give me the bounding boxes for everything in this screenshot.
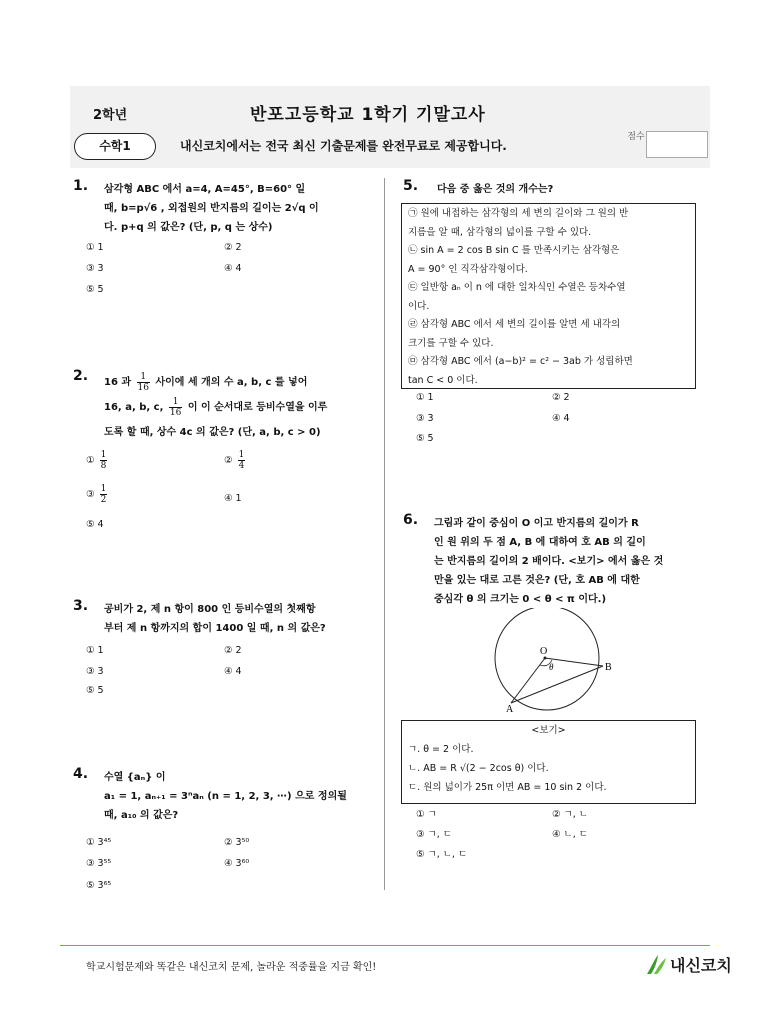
- q4-choice-4[interactable]: ④ 3⁶⁰: [224, 858, 250, 869]
- figure-radius-ob: [545, 658, 603, 666]
- q5-statement-box: [401, 203, 696, 389]
- q2-text: [104, 370, 379, 445]
- q2-choice-5[interactable]: ⑤ 4: [86, 519, 104, 530]
- q2-choice-1[interactable]: ① $\frac{1}{8}$: [86, 450, 107, 471]
- figure-label-o: O: [540, 646, 548, 657]
- q3-number: 3.: [73, 598, 89, 614]
- figure-label-theta: θ: [549, 662, 554, 672]
- q2-line3: 도록 할 때, 상수 4c 의 값은? (단, a, b, c > 0): [104, 427, 321, 438]
- q6-number: 6.: [403, 512, 419, 528]
- q6-choice-5[interactable]: ⑤ ㄱ, ㄴ, ㄷ: [416, 849, 468, 860]
- q1-choice-5[interactable]: ⑤ 5: [86, 284, 104, 295]
- exam-title: 반포고등학교 1학기 기말고사: [250, 105, 486, 125]
- q2-choice-2[interactable]: ② $\frac{1}{4}$: [224, 450, 245, 471]
- q1-line3: 다. p+q 의 값은? (단, p, q 는 상수): [104, 222, 273, 233]
- q6-bogi-box: [401, 720, 696, 804]
- q6-bogi-3: ㄷ. 원의 넓이가 25π 이면 AB = 10 sin 2 이다.: [408, 782, 607, 793]
- q1-number: 1.: [73, 178, 89, 194]
- q1-choice-2[interactable]: ② 2: [224, 242, 242, 253]
- q5-item-1b: 지름을 알 때, 삼각형의 넓이를 구할 수 있다.: [408, 226, 592, 238]
- q5-choice-2[interactable]: ② 2: [552, 392, 570, 403]
- q6-bogi-title: <보기>: [531, 725, 566, 736]
- q4-text: [104, 768, 379, 825]
- q3-choice-4[interactable]: ④ 4: [224, 666, 242, 677]
- q6-line1: 그림과 같이 중심이 O 이고 반지름의 길이가 R: [434, 518, 639, 529]
- q4-line1: 수열 {aₙ} 이: [104, 772, 166, 783]
- q4-number: 4.: [73, 766, 89, 782]
- q5-choice-4[interactable]: ④ 4: [552, 413, 570, 424]
- q3-choice-1[interactable]: ① 1: [86, 645, 104, 656]
- q2-choice-4[interactable]: ④ 1: [224, 493, 242, 504]
- q6-line3: 는 반지름의 길이의 2 배이다. <보기> 에서 옳은 것: [434, 556, 664, 567]
- q1-choice-3[interactable]: ③ 3: [86, 263, 104, 274]
- q3-line1: 공비가 2, 제 n 항이 800 인 등비수열의 첫째항: [104, 604, 316, 615]
- q5-item-4a: ㉣ 삼각형 ABC 에서 세 변의 길이를 알면 세 내각의: [408, 319, 621, 330]
- header-band: [70, 86, 710, 168]
- q5-item-1a: ㉠ 원에 내접하는 삼각형의 세 변의 길이와 그 원의 반: [408, 208, 629, 219]
- q5-choice-3[interactable]: ③ 3: [416, 413, 434, 424]
- q6-line4: 만을 있는 대로 고른 것은? (단, 호 AB 에 대한: [434, 575, 640, 586]
- q4-line2: a₁ = 1, aₙ₊₁ = 3ⁿaₙ (n = 1, 2, 3, ⋯) 으로 정의될: [104, 791, 347, 802]
- subject-badge: 수학1: [74, 133, 156, 160]
- q6-choice-2[interactable]: ② ㄱ, ㄴ: [552, 809, 588, 820]
- q5-choice-1[interactable]: ① 1: [416, 392, 434, 403]
- q1-choice-1[interactable]: ① 1: [86, 242, 104, 253]
- grade-label: 2학년: [93, 108, 128, 123]
- logo-text[interactable]: 내신코치: [670, 956, 732, 975]
- q5-item-5a: ㉤ 삼각형 ABC 에서 (a−b)² = c² − 3ab 가 성립하면: [408, 356, 633, 367]
- q6-line5: 중심각 θ 의 크기는 0 < θ < π 이다.): [434, 594, 607, 605]
- q6-choice-1[interactable]: ① ㄱ: [416, 809, 437, 820]
- figure-label-b: B: [605, 662, 612, 673]
- q6-bogi-1: ㄱ. θ = 2 이다.: [408, 744, 474, 755]
- q4-choice-1[interactable]: ① 3⁴⁵: [86, 837, 112, 848]
- figure-circle: [495, 608, 599, 710]
- q1-line1: 삼각형 ABC 에서 a=4, A=45°, B=60° 일: [104, 184, 306, 195]
- naesin-coach-logo-icon: [644, 952, 670, 978]
- q5-item-2a: ㉡ sin A = 2 cos B sin C 를 만족시키는 삼각형은: [408, 245, 620, 256]
- q2-fraction-2: $\frac{1}{16}$: [169, 396, 182, 418]
- footer-slogan: 학교시험문제와 똑같은 내신코치 문제, 놀라운 적중률을 지금 확인!: [86, 962, 377, 973]
- q2-choice-3[interactable]: ③ $\frac{1}{2}$: [86, 484, 107, 505]
- score-label: 점수: [627, 132, 645, 142]
- q3-text: [104, 600, 379, 638]
- q4-line3: 때, a₁₀ 의 값은?: [104, 810, 179, 821]
- q6-line2: 인 원 위의 두 점 A, B 에 대하여 호 AB 의 길이: [434, 537, 646, 548]
- circle-figure: [482, 608, 612, 712]
- q5-number: 5.: [403, 178, 419, 194]
- q3-line2: 부터 제 n 항까지의 합이 1400 일 때, n 의 값은?: [104, 623, 326, 634]
- q2-number: 2.: [73, 368, 89, 384]
- q6-choice-3[interactable]: ③ ㄱ, ㄷ: [416, 829, 452, 840]
- notice-text: 내신코치에서는 전국 최신 기출문제를 완전무료로 제공합니다.: [180, 139, 507, 153]
- score-box[interactable]: [646, 131, 708, 158]
- q6-choice-4[interactable]: ④ ㄴ, ㄷ: [552, 829, 588, 840]
- q3-choice-3[interactable]: ③ 3: [86, 666, 104, 677]
- q5-item-4b: 크기를 구할 수 있다.: [408, 337, 494, 349]
- q2-fraction: $\frac{1}{16}$: [137, 371, 149, 393]
- q4-choice-3[interactable]: ③ 3⁵⁵: [86, 858, 112, 869]
- q5-choice-5[interactable]: ⑤ 5: [416, 433, 434, 444]
- q2-line1: 16 과 $\frac{1}{16}$ 사이에 세 개의 수 a, b, c 를 넣어: [104, 371, 308, 393]
- q5-item-3a: ㉢ 일반항 aₙ 이 n 에 대한 일차식인 수열은 등차수열: [408, 282, 626, 293]
- q5-question: 다음 중 옳은 것의 개수는?: [437, 184, 554, 195]
- q4-choice-2[interactable]: ② 3⁵⁰: [224, 837, 250, 848]
- q5-item-3b: 이다.: [408, 300, 430, 312]
- q6-bogi-2: ㄴ. AB = R √(2 − 2cos θ) 이다.: [408, 763, 549, 774]
- footer-divider: [60, 945, 710, 946]
- q1-choice-4[interactable]: ④ 4: [224, 263, 242, 274]
- q3-choice-5[interactable]: ⑤ 5: [86, 685, 104, 696]
- q5-item-2b: A = 90° 인 직각삼각형이다.: [408, 263, 528, 275]
- column-divider: [384, 178, 385, 890]
- q6-text: [434, 514, 706, 609]
- q3-choice-2[interactable]: ② 2: [224, 645, 242, 656]
- q4-choice-5[interactable]: ⑤ 3⁶⁵: [86, 880, 112, 891]
- q1-line2: 때, b=p√6 , 외접원의 반지름의 길이는 2√q 이: [104, 203, 319, 214]
- q5-item-5b: tan C < 0 이다.: [408, 374, 478, 386]
- q2-line2: 16, a, b, c, $\frac{1}{16}$ 이 이 순서대로 등비수열을 이루: [104, 396, 328, 418]
- q1-text: [104, 180, 374, 237]
- figure-label-a: A: [506, 704, 514, 712]
